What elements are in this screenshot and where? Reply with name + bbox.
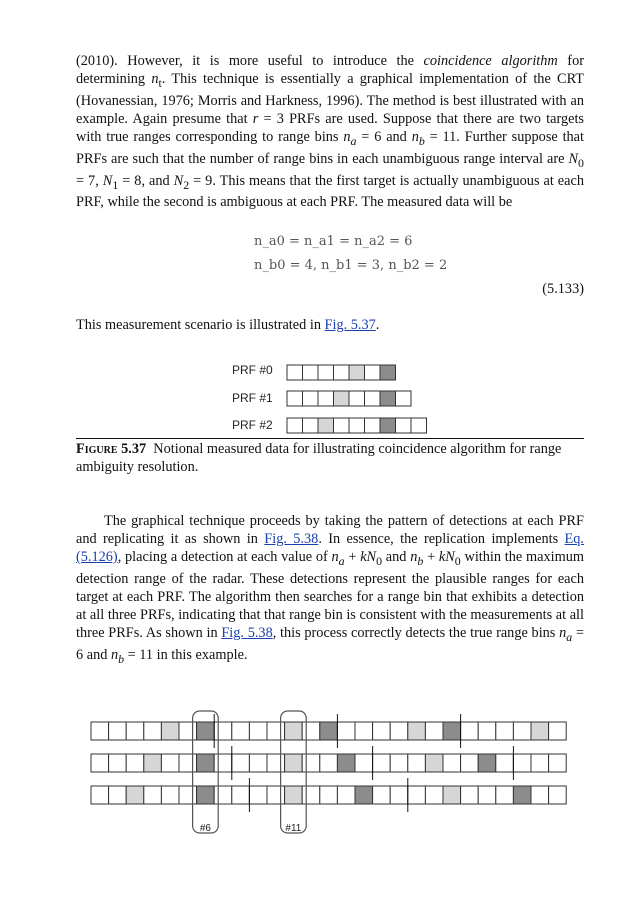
replica-row1-cell: [355, 754, 373, 772]
replica-row2-cell: [126, 786, 144, 804]
replica-row0-cell: [390, 722, 408, 740]
replica-row2-cell: [161, 786, 179, 804]
replica-row1-cell: [390, 754, 408, 772]
replica-row0-cell: [549, 722, 567, 740]
replica-row1-cell: [461, 754, 479, 772]
replica-row1-cell: [337, 754, 355, 772]
replica-row0-cell: [337, 722, 355, 740]
equation-number: (5.133): [542, 281, 584, 297]
replica-row1-cell: [144, 754, 162, 772]
replica-row0-cell: [443, 722, 461, 740]
prf2-label: PRF #2: [232, 418, 273, 432]
replica-row1-cell: [179, 754, 197, 772]
replica-row1-cell: [496, 754, 514, 772]
link-fig-5-37[interactable]: Fig. 5.37: [324, 317, 376, 333]
prf1-label: PRF #1: [232, 391, 273, 405]
paragraph-scenario: This measurement scenario is illustrated in Fig. 5.37.: [76, 317, 380, 333]
replica-row0-cell: [478, 722, 496, 740]
replica-row1-cell: [267, 754, 285, 772]
replica-row2-cell: [302, 786, 320, 804]
replica-row1-cell: [408, 754, 426, 772]
replica-row0-cell: [197, 722, 215, 740]
replica-row1-cell: [126, 754, 144, 772]
replica-row2-cell: [531, 786, 549, 804]
replica-row2-cell: [390, 786, 408, 804]
replica-row1-cell: [91, 754, 109, 772]
replica-row2-cell: [408, 786, 426, 804]
replica-row0-cell: [496, 722, 514, 740]
replica-row0-cell: [109, 722, 127, 740]
replica-row1-cell: [285, 754, 303, 772]
replica-row2-cell: [443, 786, 461, 804]
replica-row2-cell: [496, 786, 514, 804]
replica-row2-cell: [478, 786, 496, 804]
replica-row0-cell: [320, 722, 338, 740]
replica-row1-cell: [443, 754, 461, 772]
replica-row0-cell: [408, 722, 426, 740]
figure-5-37-caption: Figure 5.37 Notional measured data for illustrating coincidence algorithm for range ambiguity resolution.: [76, 441, 562, 475]
replica-row1-cell: [197, 754, 215, 772]
prf0-label: PRF #0: [232, 363, 273, 377]
replica-row0-cell: [513, 722, 531, 740]
replica-row0-cell: [461, 722, 479, 740]
paragraph-replication: The graphical technique proceeds by taking the pattern of detections at each PRF and replicating it as shown in Fig. 5.38. In essence, the replication implements Eq. (5.126), placing a detection at each value of $n_a + kN_0$ and $n_b + kN_0$ within the maximum detection range of the radar. These detections represent the plausible ranges for each target at each PRF. The algorithm then searches for a range bin that exhibits a detection at all three PRFs, indicating that that range bin is consistent with the measurements at all three PRFs. As shown in Fig. 5.38, this process correctly detects the true range bins $n_a = 6$ and $n_b = 11$ in this example.: [76, 513, 585, 666]
replica-row1-cell: [425, 754, 443, 772]
replica-row1-cell: [513, 754, 531, 772]
replica-row1-cell: [161, 754, 179, 772]
replica-row0-cell: [91, 722, 109, 740]
replica-row1-cell: [531, 754, 549, 772]
replica-row2-cell: [232, 786, 250, 804]
replica-row2-cell: [425, 786, 443, 804]
replica-row2-cell: [179, 786, 197, 804]
replica-row2-cell: [461, 786, 479, 804]
replica-row2-cell: [109, 786, 127, 804]
coincidence-tag-11: #11: [285, 823, 302, 834]
link-eq-5-126[interactable]: Eq. (5.126): [76, 531, 584, 565]
replica-row2-cell: [197, 786, 215, 804]
replica-row1-cell: [373, 754, 391, 772]
replica-row2-cell: [144, 786, 162, 804]
replica-row2-cell: [214, 786, 232, 804]
replica-row0-cell: [285, 722, 303, 740]
replica-row0-cell: [161, 722, 179, 740]
replica-row0-cell: [302, 722, 320, 740]
replica-row2-cell: [267, 786, 285, 804]
replica-row0-cell: [179, 722, 197, 740]
replica-row2-cell: [337, 786, 355, 804]
replica-row2-cell: [285, 786, 303, 804]
replica-row2-cell: [513, 786, 531, 804]
replica-row1-cell: [232, 754, 250, 772]
paragraph-coincidence-intro: (2010). However, it is more useful to introduce the coincidence algorithm for determining $n_t$. This technique is essentially a graphical implementation of the CRT (Hovanessian, 1976; Morris and Harkness, 1996). The method is best illustrated with an example. Again presume that r = 3 PRFs are used. Suppose that there are two targets with true ranges corresponding to range bins $n_a = 6$ and $n_b = 11$. Further suppose that PRFs are such that the number of range bins in each unambiguous range interval are $N_0 = 7$, $N_1 = 8$, and $N_2 = 9$. This means that the first target is actually unambiguous at each PRF, while the second is ambiguous at each PRF. The measured data will be: [76, 53, 585, 211]
replica-row0-cell: [267, 722, 285, 740]
replica-row1-cell: [302, 754, 320, 772]
replica-row2-cell: [355, 786, 373, 804]
replica-row0-cell: [232, 722, 250, 740]
replica-row1-cell: [249, 754, 267, 772]
coincidence-tag-6: #6: [199, 823, 211, 834]
replica-row1-cell: [214, 754, 232, 772]
replica-row1-cell: [478, 754, 496, 772]
replica-row2-cell: [249, 786, 267, 804]
replica-row2-cell: [320, 786, 338, 804]
replica-row0-cell: [425, 722, 443, 740]
replica-row0-cell: [531, 722, 549, 740]
equation-line-1: n_a0 = n_a1 = n_a2 = 6: [254, 234, 413, 249]
replica-row1-cell: [549, 754, 567, 772]
replica-row2-cell: [549, 786, 567, 804]
replica-row1-cell: [320, 754, 338, 772]
replica-row0-cell: [214, 722, 232, 740]
replica-row2-cell: [373, 786, 391, 804]
equation-line-2: n_b0 = 4, n_b1 = 3, n_b2 = 2: [254, 258, 448, 273]
replica-row2-cell: [91, 786, 109, 804]
link-fig-5-38-b[interactable]: Fig. 5.38: [221, 624, 273, 641]
replica-row0-cell: [249, 722, 267, 740]
replica-row0-cell: [373, 722, 391, 740]
link-fig-5-38-a[interactable]: Fig. 5.38: [264, 531, 319, 547]
replica-row0-cell: [126, 722, 144, 740]
replica-row0-cell: [144, 722, 162, 740]
replica-row0-cell: [355, 722, 373, 740]
replica-row1-cell: [109, 754, 127, 772]
